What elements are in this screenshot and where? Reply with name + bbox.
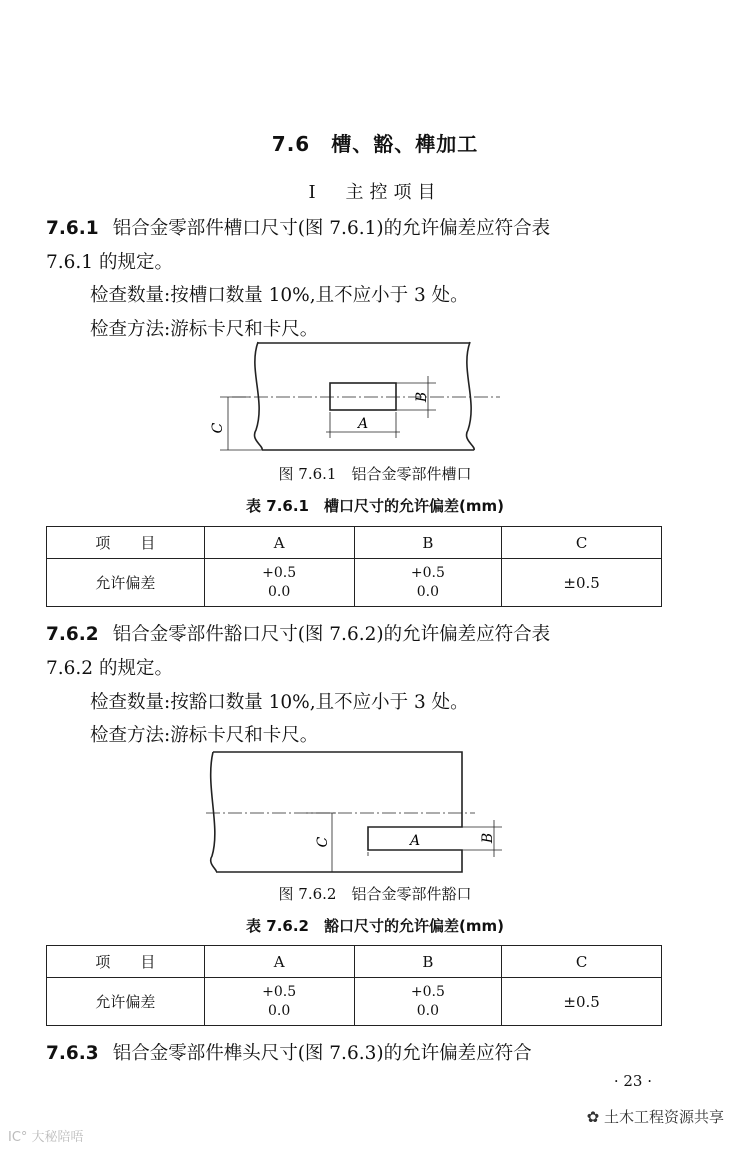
upper-deviation: +0.5 <box>262 983 297 1000</box>
clause-number: 7.6.3 <box>46 1043 99 1064</box>
header-cell: C <box>502 946 662 978</box>
clause-7-6-1-line1 <box>46 214 550 240</box>
subsection-title: Ⅰ 主控项目 <box>308 182 442 203</box>
lower-deviation: 0.0 <box>416 583 439 600</box>
tolerance-cell-a <box>204 978 354 1026</box>
row-label: 允许偏差 <box>47 559 205 607</box>
table-header-row <box>47 527 662 559</box>
break-line-left <box>211 752 217 872</box>
notch-outline <box>213 752 462 872</box>
tolerance-cell-c: ±0.5 <box>502 559 662 607</box>
figure-caption: 图 7.6.2 铝合金零部件豁口 <box>278 885 472 903</box>
dim-label-b: B <box>414 391 430 403</box>
table-caption: 表 7.6.2 豁口尺寸的允许偏差(mm) <box>246 917 504 935</box>
header-cell: A <box>204 527 354 559</box>
watermark-text: 土木工程资源共享 <box>603 1108 724 1126</box>
header-cell: C <box>502 527 662 559</box>
header-cell: A <box>204 946 354 978</box>
check-method: 检查方法:游标卡尺和卡尺。 <box>90 725 319 746</box>
table-row <box>47 559 662 607</box>
table-row <box>47 978 662 1026</box>
wechat-icon: ✿ <box>586 1108 600 1126</box>
dim-label-c: C <box>210 422 226 434</box>
lower-deviation: 0.0 <box>267 583 291 600</box>
upper-deviation: +0.5 <box>410 564 445 581</box>
dim-label-b: B <box>480 832 496 844</box>
clause-7-6-3-line1 <box>46 1039 532 1065</box>
header-cell: 项 目 <box>47 527 205 559</box>
tolerance-cell-a <box>204 559 354 607</box>
clause-7-6-2-line1 <box>46 620 550 646</box>
header-cell: 项 目 <box>47 946 205 978</box>
tolerance-cell-c: ±0.5 <box>502 978 662 1026</box>
clause-number: 7.6.1 <box>46 218 99 239</box>
check-method: 检查方法:游标卡尺和卡尺。 <box>90 319 319 340</box>
upper-deviation: +0.5 <box>262 564 297 581</box>
tolerance-table-7-6-1 <box>46 526 662 607</box>
figure-caption: 图 7.6.1 铝合金零部件槽口 <box>278 465 472 483</box>
dim-label-c: C <box>315 836 331 848</box>
clause-text: 铝合金零部件槽口尺寸(图 7.6.1)的允许偏差应符合表 <box>112 218 551 239</box>
table-header-row <box>47 946 662 978</box>
tolerance-cell-b <box>354 978 502 1026</box>
lower-deviation: 0.0 <box>267 1002 291 1019</box>
tolerance-table-7-6-2 <box>46 945 662 1026</box>
clause-number: 7.6.2 <box>46 624 99 645</box>
figure-7-6-1-drawing <box>0 340 750 460</box>
watermark-right <box>587 1106 724 1127</box>
clause-text: 铝合金零部件豁口尺寸(图 7.6.2)的允许偏差应符合表 <box>112 624 551 645</box>
page-number: · 23 · <box>613 1072 652 1090</box>
break-line-left <box>254 342 262 450</box>
watermark-left: IC° 大秘陪唔 <box>8 1130 84 1145</box>
section-title: 7.6 槽、豁、榫加工 <box>271 132 479 156</box>
check-quantity: 检查数量:按豁口数量 10%,且不应小于 3 处。 <box>90 692 469 713</box>
header-cell: B <box>354 946 502 978</box>
figure-7-6-2-drawing <box>0 746 750 876</box>
dim-label-a: A <box>357 416 369 432</box>
upper-deviation: +0.5 <box>410 983 445 1000</box>
lower-deviation: 0.0 <box>416 1002 439 1019</box>
check-quantity: 检查数量:按槽口数量 10%,且不应小于 3 处。 <box>90 285 469 306</box>
table-caption: 表 7.6.1 槽口尺寸的允许偏差(mm) <box>246 497 504 515</box>
dim-label-a: A <box>409 833 421 849</box>
clause-7-6-1-line2: 7.6.1 的规定。 <box>46 252 173 273</box>
clause-text: 铝合金零部件榫头尺寸(图 7.6.3)的允许偏差应符合 <box>112 1043 532 1064</box>
clause-7-6-2-line2: 7.6.2 的规定。 <box>46 658 173 679</box>
header-cell: B <box>354 527 502 559</box>
slot-outline <box>330 383 396 410</box>
tolerance-cell-b <box>354 559 502 607</box>
row-label: 允许偏差 <box>47 978 205 1026</box>
break-line-right <box>466 342 474 450</box>
